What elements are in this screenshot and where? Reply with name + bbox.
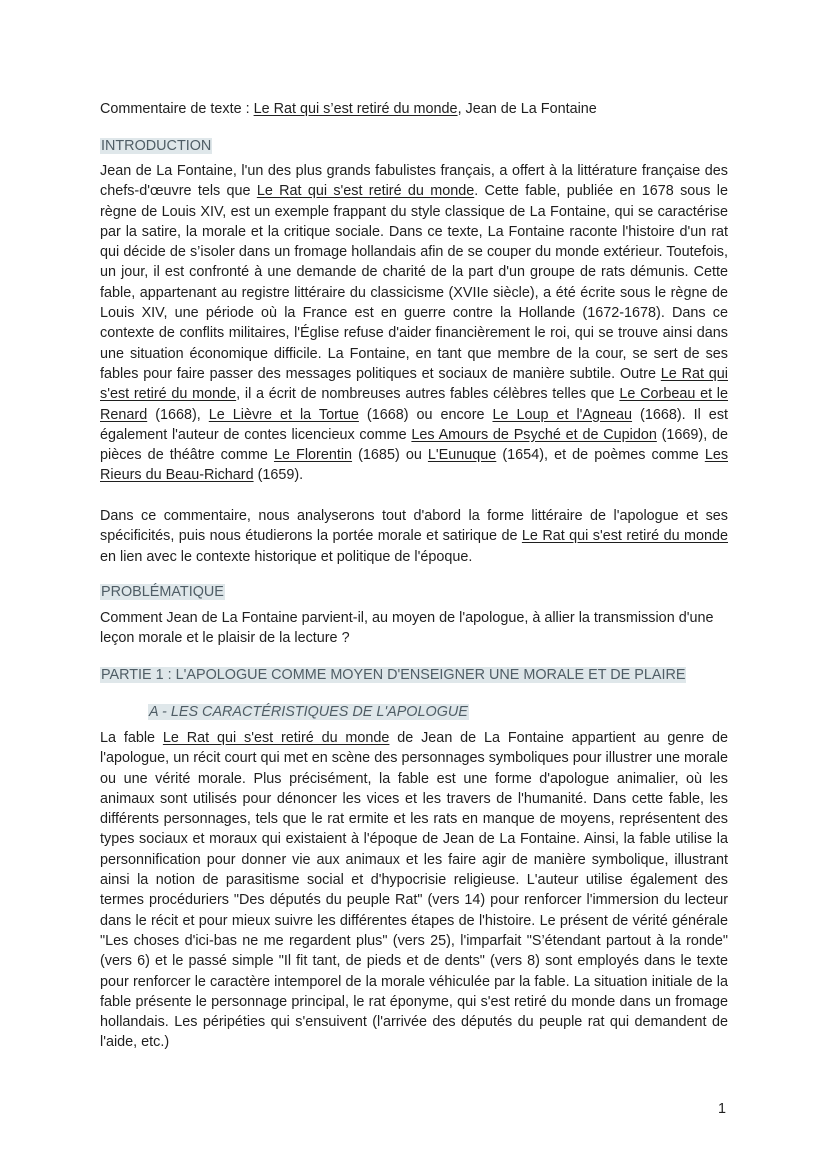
partie1-a-paragraph: La fable Le Rat qui s'est retiré du monde de Jean de La Fontaine appartient au genre de l'apologue, un récit court qui met en scène des personnages symboliques pour illustrer une morale ou une vérité morale. Plus précisément, la fable est une forme d'apologue animalier, où les animaux sont utilisés pour dénoncer les vices et les travers de l'humanité. Dans cette fable, les différents personnages, tels que le rat ermite et les rats en manque de moyens, représentent des types sociaux et moraux qui existaient à l'époque de Jean de La Fontaine. Ainsi, la fable utilise la personnification pour donner vie aux animaux et les faire agir de manière symbolique, illustrant ainsi la notion de parasitisme social et d'hypocrisie religieuse. L'auteur utilise également des termes procéduriers "Des députés du peuple Rat" (vers 14) pour renforcer l'immersion du lecteur dans le récit et pour mieux suivre les différentes étapes de l'histoire. Le présent de vérité générale "Les choses d'ici-bas ne me regardent plus" (vers 25), l'imparfait "S’étendant partout à la ronde" (vers 6) et le passé simple "Il fit tant, de pieds et de dents" (vers 8) sont employés dans le texte pour renforcer le caractère intemporel de la morale véhiculée par la fable. La situation initiale de la fable présente le personnage principal, le rat éponyme, qui s'est retiré du monde dans un fromage hollandais. Les péripéties qui s'ensuivent (l'arrivée des députés du peuple rat qui demandent de l'aide, etc.) [100,730,728,1051]
work-title: Le Corbeau et le Renard [100,386,729,423]
work-title: Les Amours de Psyché et de Cupidon [411,426,657,443]
problematique-heading: PROBLÉMATIQUE [101,584,224,600]
work-title: Le Loup et l'Agneau [492,406,633,423]
work-title: Le Rat qui s'est retiré du monde [256,183,475,200]
problematique-text: Comment Jean de La Fontaine parvient-il, au moyen de l'apologue, à allier la transmission d'une leçon morale et le plaisir de la lecture ? [100,610,714,647]
work-title: Le Florentin [273,447,353,464]
document-title [100,99,740,119]
page-number: 1 [718,1101,727,1117]
introduction-paragraph-1: Jean de La Fontaine, l'un des plus grands fabulistes français, a offert à la littérature française des chefs-d'œuvre tels que Le Rat qui s'est retiré du monde. Cette fable, publiée en 1678 sous le règne de Louis XIV, est un exemple frappant du style classique de La Fontaine, qui se caractérise par la satire, la morale et la critique sociale. Dans ce texte, La Fontaine raconte l'histoire d'un rat qui décide de s’isoler dans un fromage hollandais afin de se couper du monde extérieur. Toutefois, un jour, il est confronté à une demande de charité de la part d'un groupe de rats démunis. Cette fable, appartenant au registre littéraire du classicisme (XVIIe siècle), a été écrite sous le règne de Louis XIV, une période où la France est en guerre contre la Hollande (1672-1678). Dans ce contexte de conflits militaires, l'Église refuse d'aider financièrement le roi, qui se trouve ainsi dans une situation économique difficile. La Fontaine, en tant que membre de la cour, se sert de ses fables pour faire passer des messages politiques et sociaux de manière subtile. Outre Le Rat qui s'est retiré du monde, il a écrit de nombreuses autres fables célèbres telles que Le Corbeau et le Renard (1668), Le Lièvre et la Tortue (1668) ou encore Le Loup et l'Agneau (1668). Il est également l'auteur de contes licencieux comme Les Amours de Psyché et de Cupidon (1669), de pièces de théâtre comme Le Florentin (1685) ou L'Eunuque (1654), et de poèmes comme Les Rieurs du Beau-Richard (1659). [100,163,729,484]
work-title: Les Rieurs du Beau-Richard [100,447,729,484]
work-title: Le Rat qui s'est retiré du monde [521,528,729,545]
title-suffix: , Jean de La Fontaine [457,101,597,117]
work-title: L'Eunuque [427,447,497,464]
introduction-heading: INTRODUCTION [101,138,212,154]
work-title: Le Lièvre et la Tortue [208,406,359,423]
work-title: Le Rat qui s'est retiré du monde [100,365,728,403]
title-prefix: Commentaire de texte : [100,101,254,117]
partie1-a-heading: A - LES CARACTÉRISTIQUES DE L'APOLOGUE [149,704,468,720]
title-work: Le Rat qui s’est retiré du monde [253,101,458,117]
introduction-paragraph-2: Dans ce commentaire, nous analyserons tout d'abord la forme littéraire de l'apologue et ses spécificités, puis nous étudierons la portée morale et satirique de Le Rat qui s'est retiré du monde en lien avec le contexte historique et politique de l'époque. [100,508,729,565]
work-title: Le Rat qui s'est retiré du monde [162,730,390,746]
partie1-heading: PARTIE 1 : L'APOLOGUE COMME MOYEN D'ENSEIGNER UNE MORALE ET DE PLAIRE [101,667,686,683]
